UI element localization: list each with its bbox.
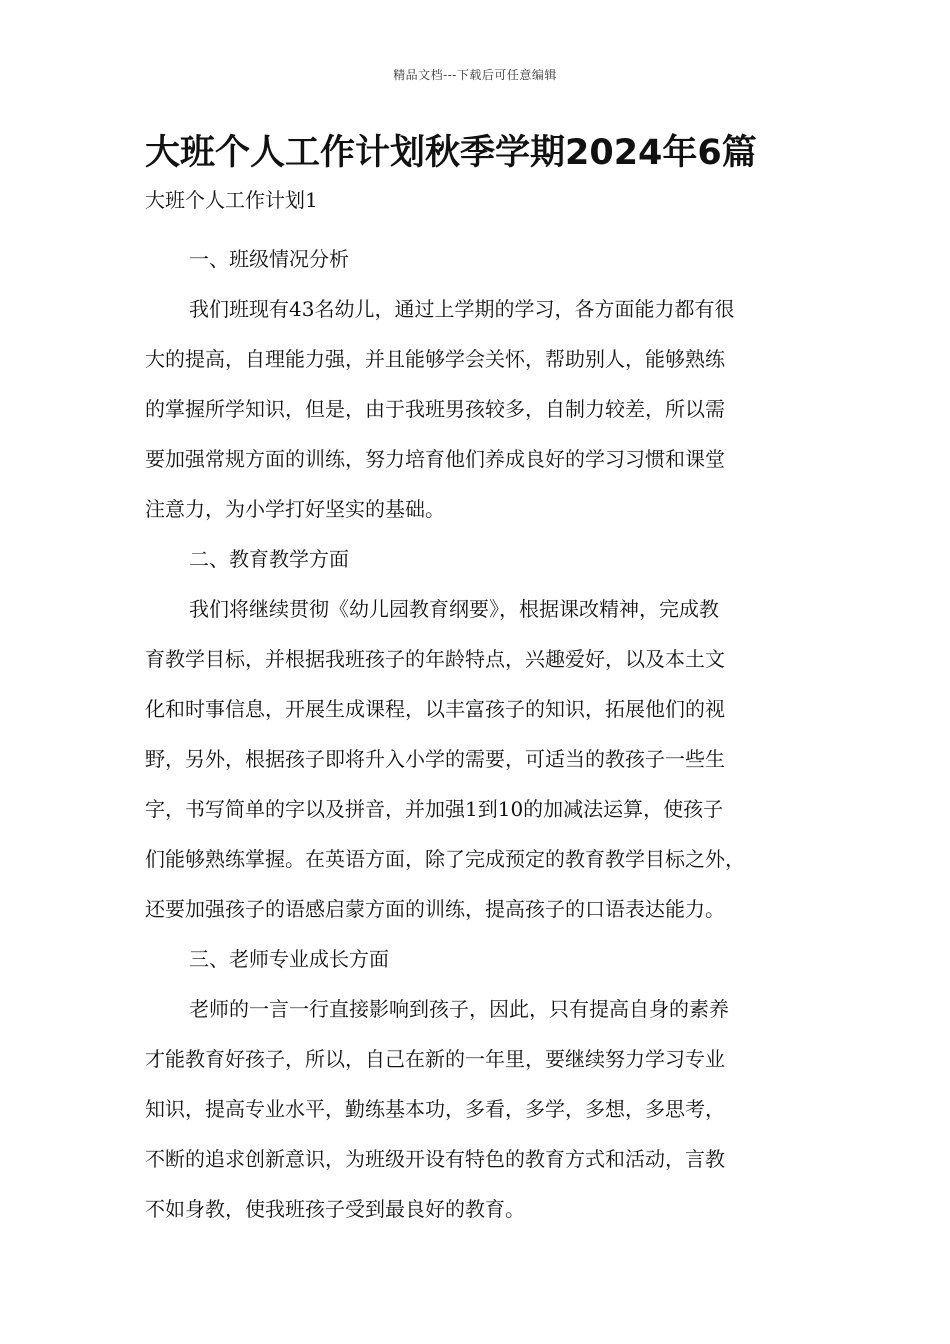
paragraph-line: 的掌握所学知识，但是，由于我班男孩较多，自制力较差，所以需 — [145, 397, 725, 421]
paragraph-line: 字，书写简单的字以及拼音，并加强1到10的加减法运算，使孩子 — [145, 797, 724, 821]
paragraph-education — [145, 584, 825, 934]
paragraph-line: 不断的追求创新意识，为班级开设有特色的教育方式和活动，言教 — [145, 1147, 725, 1171]
paragraph-teacher-growth — [145, 984, 825, 1234]
paragraph-line: 知识，提高专业水平，勤练基本功，多看，多学，多想，多思考， — [145, 1097, 725, 1121]
page-title: 大班个人工作计划秋季学期2024年6篇 — [145, 133, 757, 173]
paragraph-line: 要加强常规方面的训练，努力培育他们养成良好的学习习惯和课堂 — [145, 447, 725, 471]
paragraph-line: 老师的一言一行直接影响到孩子，因此，只有提高自身的素养 — [189, 997, 729, 1021]
paragraph-line: 不如身教，使我班孩子受到最良好的教育。 — [145, 1197, 525, 1221]
paragraph-line: 化和时事信息，开展生成课程，以丰富孩子的知识，拓展他们的视 — [145, 697, 725, 721]
section-heading-education: 二、教育教学方面 — [189, 547, 349, 571]
document-subtitle: 大班个人工作计划1 — [145, 188, 318, 212]
paragraph-class-analysis — [145, 284, 825, 534]
section-heading-teacher-growth: 三、老师专业成长方面 — [189, 947, 389, 971]
paragraph-line: 育教学目标，并根据我班孩子的年龄特点，兴趣爱好，以及本土文 — [145, 647, 725, 671]
paragraph-line: 还要加强孩子的语感启蒙方面的训练，提高孩子的口语表达能力。 — [145, 897, 725, 921]
paragraph-line: 才能教育好孩子，所以，自己在新的一年里，要继续努力学习专业 — [145, 1047, 725, 1071]
paragraph-line: 我们班现有43名幼儿，通过上学期的学习，各方面能力都有很 — [189, 297, 735, 321]
header-note: 精品文档---下载后可任意编辑 — [393, 68, 557, 82]
paragraph-line: 大的提高，自理能力强，并且能够学会关怀，帮助别人，能够熟练 — [145, 347, 725, 371]
paragraph-line: 我们将继续贯彻《幼儿园教育纲要》，根据课改精神，完成教 — [189, 597, 719, 621]
paragraph-line: 注意力，为小学打好坚实的基础。 — [145, 497, 445, 521]
paragraph-line: 野，另外，根据孩子即将升入小学的需要，可适当的教孩子一些生 — [145, 747, 725, 771]
paragraph-line: 们能够熟练掌握。在英语方面，除了完成预定的教育教学目标之外， — [145, 847, 745, 871]
document-body — [145, 234, 825, 1234]
section-heading-class-analysis: 一、班级情况分析 — [189, 247, 349, 271]
